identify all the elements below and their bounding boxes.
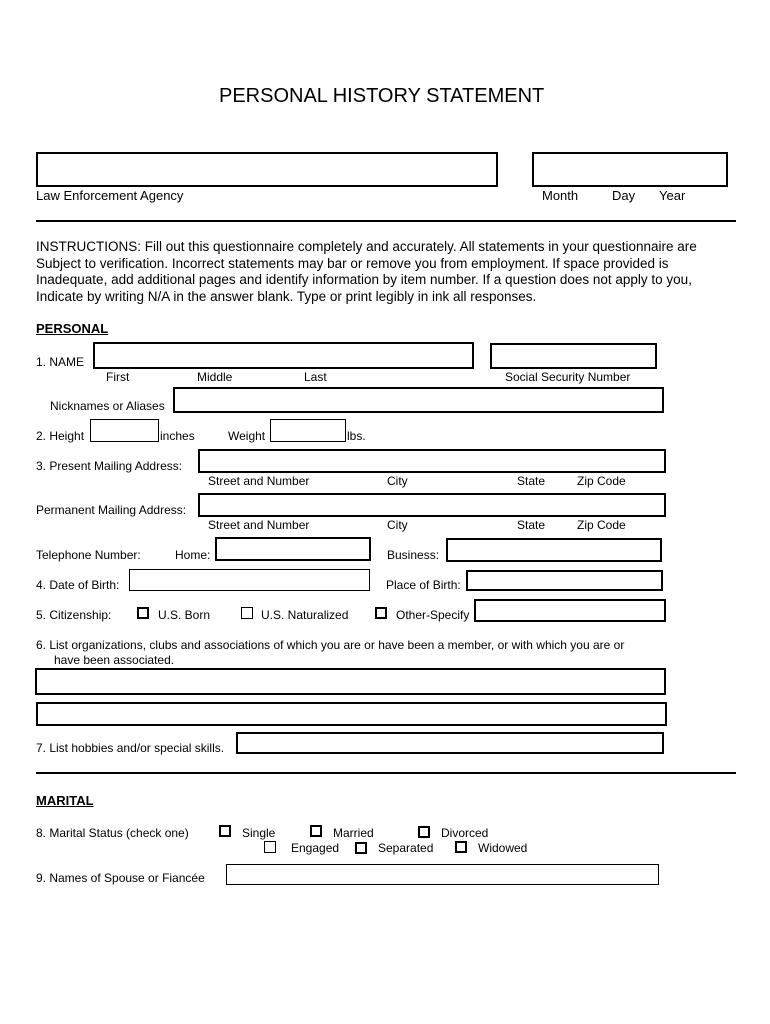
other-specify-label: Other-Specify xyxy=(396,608,470,622)
instructions xyxy=(36,239,736,305)
engaged-checkbox[interactable] xyxy=(264,841,276,853)
state-label: State xyxy=(517,518,546,532)
pob-label: Place of Birth: xyxy=(386,578,461,592)
spouse-names-field[interactable] xyxy=(226,864,659,885)
section-heading-personal: PERSONAL xyxy=(36,321,109,336)
widowed-checkbox[interactable] xyxy=(455,841,467,853)
ssn-field[interactable] xyxy=(490,343,657,369)
instructions-line: INSTRUCTIONS: Fill out this questionnaire completely and accurately. All statements in your questionnaire are xyxy=(36,239,697,254)
hobbies-field[interactable] xyxy=(236,732,664,754)
state-label: State xyxy=(517,474,546,488)
present-address-field[interactable] xyxy=(198,449,666,473)
instructions-line: Inadequate, add additional pages and identify information by item number. If a question does not apply to you, xyxy=(36,272,692,287)
divorced-label: Divorced xyxy=(441,826,489,840)
date-field[interactable] xyxy=(532,152,728,187)
inches-label: inches xyxy=(160,429,195,443)
day-label: Day xyxy=(612,188,636,203)
marital-status-label: 8. Marital Status (check one) xyxy=(36,826,189,840)
last-label: Last xyxy=(304,370,327,384)
single-checkbox[interactable] xyxy=(219,825,231,837)
month-label: Month xyxy=(542,188,579,203)
separated-label: Separated xyxy=(378,841,434,855)
first-label: First xyxy=(106,370,130,384)
married-checkbox[interactable] xyxy=(310,825,322,837)
single-label: Single xyxy=(242,826,276,840)
organizations-label: 6. List organizations, clubs and associations of which you are or have been a member, or with which you are or xyxy=(36,638,625,652)
permanent-address-label: Permanent Mailing Address: xyxy=(36,503,187,517)
present-address-label: 3. Present Mailing Address: xyxy=(36,459,183,473)
name-field[interactable] xyxy=(93,342,474,369)
nicknames-field[interactable] xyxy=(173,387,664,413)
citizenship-label: 5. Citizenship: xyxy=(36,608,112,622)
city-label: City xyxy=(387,474,408,488)
widowed-label: Widowed xyxy=(478,841,528,855)
page-title: PERSONAL HISTORY STATEMENT xyxy=(219,85,545,107)
married-label: Married xyxy=(333,826,374,840)
height-field[interactable] xyxy=(90,419,159,442)
street-label: Street and Number xyxy=(208,518,310,532)
middle-label: Middle xyxy=(197,370,233,384)
instructions-line: Indicate by writing N/A in the answer blank. Type or print legibly in ink all responses. xyxy=(36,288,537,304)
city-label: City xyxy=(387,518,408,532)
home-phone-label: Home: xyxy=(175,548,211,562)
engaged-label: Engaged xyxy=(291,841,340,855)
permanent-address-field[interactable] xyxy=(198,493,666,517)
spouse-names-label: 9. Names of Spouse or Fiancée xyxy=(36,871,205,885)
agency-label: Law Enforcement Agency xyxy=(36,188,184,203)
us-naturalized-label: U.S. Naturalized xyxy=(261,608,349,622)
home-phone-field[interactable] xyxy=(215,537,371,561)
us-born-checkbox[interactable] xyxy=(137,607,149,619)
instructions-line: Subject to verification. Incorrect statements may bar or remove you from employment. If space provided is xyxy=(36,255,669,271)
organizations-label-cont: have been associated. xyxy=(54,653,175,667)
business-phone-label: Business: xyxy=(387,548,440,562)
zip-label: Zip Code xyxy=(577,518,626,532)
divider xyxy=(36,220,736,222)
zip-label: Zip Code xyxy=(577,474,626,488)
nicknames-label: Nicknames or Aliases xyxy=(50,399,165,413)
us-born-label: U.S. Born xyxy=(158,608,211,622)
ssn-label: Social Security Number xyxy=(505,370,631,384)
business-phone-field[interactable] xyxy=(446,538,662,562)
dob-field[interactable] xyxy=(129,569,370,591)
pob-field[interactable] xyxy=(466,570,663,591)
organizations-field-2[interactable] xyxy=(36,702,667,726)
other-specify-field[interactable] xyxy=(474,599,666,622)
street-label: Street and Number xyxy=(208,474,310,488)
divorced-checkbox[interactable] xyxy=(418,826,430,838)
us-naturalized-checkbox[interactable] xyxy=(241,607,253,619)
divider xyxy=(36,772,736,774)
height-label: 2. Height xyxy=(36,429,85,443)
telephone-label: Telephone Number: xyxy=(36,548,141,562)
dob-label: 4. Date of Birth: xyxy=(36,578,120,592)
weight-field[interactable] xyxy=(270,419,346,442)
year-label: Year xyxy=(659,188,686,203)
weight-label: Weight xyxy=(228,429,266,443)
other-specify-checkbox[interactable] xyxy=(375,607,387,619)
agency-field[interactable] xyxy=(36,152,498,187)
separated-checkbox[interactable] xyxy=(355,842,367,854)
lbs-label: lbs. xyxy=(347,429,366,443)
name-label: 1. NAME xyxy=(36,355,85,369)
organizations-field-1[interactable] xyxy=(35,668,666,695)
hobbies-label: 7. List hobbies and/or special skills. xyxy=(36,741,225,755)
section-heading-marital: MARITAL xyxy=(36,793,94,808)
